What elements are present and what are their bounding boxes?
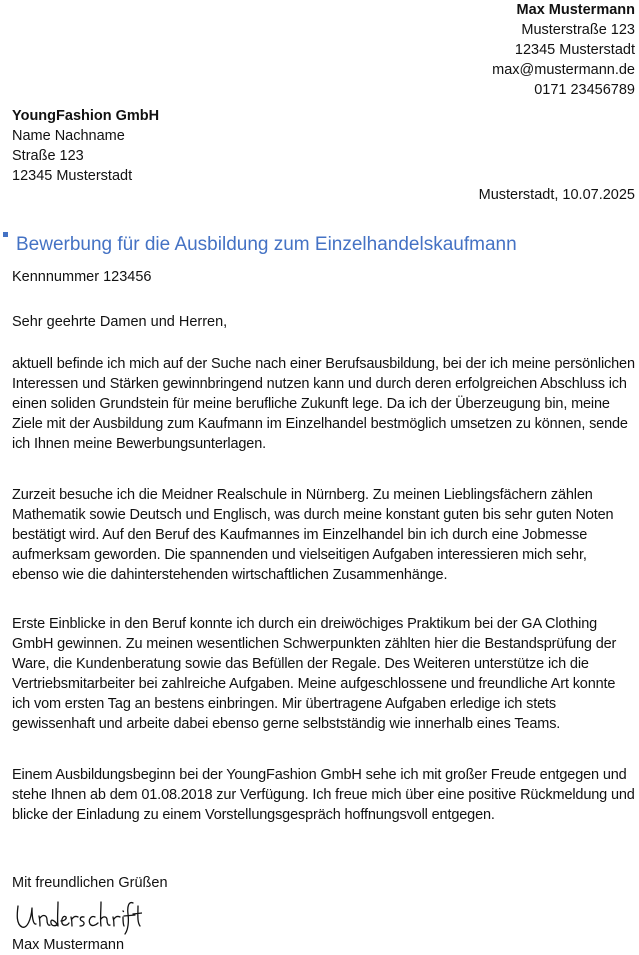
body-paragraph-4: Einem Ausbildungsbeginn bei der YoungFashion GmbH sehe ich mit großer Freude entgegen und stehe Ihnen ab dem 01.08.2018 zur Verfügung. Ich freue mich über eine positive Rückmeldung und blicke der Einladung zu einem Vorstellungsgespräch hoffnungsvoll entgegen. bbox=[12, 767, 635, 823]
sender-address-block bbox=[492, 0, 635, 100]
recipient-street: Straße 123 bbox=[12, 148, 84, 164]
body-paragraph-3: Erste Einblicke in den Beruf konnte ich durch ein dreiwöchiges Praktikum bei der GA Clothing GmbH gewinnen. Zu meinen wesentlichen Schwerpunkten zählten hier die Bestandsprüfung der Ware, die Kundenberatung sowie das Befüllen der Regale. Des Weiteren unterstütze ich die Vertriebsmitarbeiter bei zahlreiche Aufgaben. Meine aufgeschlossene und freundliche Art konnte ich vom ersten Tag an bestens einbringen. Mir übertragene Aufgaben erledige ich stets gewissenhaft und arbeite dabei ebenso gerne selbstständig wie innerhalb eines Teams. bbox=[12, 616, 617, 732]
salutation: Sehr geehrte Damen und Herren, bbox=[12, 314, 228, 330]
signer-name: Max Mustermann bbox=[12, 937, 125, 953]
body-paragraph-2: Zurzeit besuche ich die Meidner Realschule in Nürnberg. Zu meinen Lieblingsfächern zählen Mathematik sowie Deutsch und Englisch, was durch meine konstant guten bis sehr guten Noten bestätigt wird. Auf den Beruf des Kaufmannes im Einzelhandel bin ich durch eine Jobmesse aufmerksam geworden. Die spannenden und vielseitigen Aufgaben interessieren mich sehr, ebenso wie die dahinterstehenden wirtschaftlichen Zusammenhänge. bbox=[12, 487, 614, 583]
handwritten-signature bbox=[12, 896, 142, 936]
letter-date: Musterstadt, 10.07.2025 bbox=[478, 187, 635, 203]
sender-email: max@mustermann.de bbox=[492, 62, 635, 78]
letter-subject: Bewerbung für die Ausbildung zum Einzelhandelskaufmann bbox=[16, 234, 517, 255]
sender-street: Musterstraße 123 bbox=[521, 22, 635, 38]
recipient-contact: Name Nachname bbox=[12, 128, 125, 144]
recipient-address-block bbox=[12, 106, 159, 186]
body-paragraph-1: aktuell befinde ich mich auf der Suche nach einer Berufsausbildung, bei der ich meine persönlichen Interessen und Stärken gewinnbringend nutzen kann und durch deren erfolgreichen Abschluss ich einen soliden Grundstein für meine berufliche Zukunft lege. Da ich der Überzeugung bin, meine Ziele mit der Ausbildung zum Kaufmann im Einzelhandel bestmöglich umsetzen zu können, sende ich Ihnen meine Bewerbungsunterlagen. bbox=[12, 356, 635, 452]
sender-name: Max Mustermann bbox=[516, 2, 635, 18]
sender-phone: 0171 23456789 bbox=[534, 82, 635, 98]
subject-marker-icon bbox=[3, 232, 8, 237]
closing-phrase: Mit freundlichen Grüßen bbox=[12, 875, 168, 891]
recipient-company: YoungFashion GmbH bbox=[12, 108, 160, 124]
reference-number: Kennnummer 123456 bbox=[12, 269, 152, 285]
sender-city: 12345 Musterstadt bbox=[514, 42, 635, 58]
recipient-city: 12345 Musterstadt bbox=[12, 168, 133, 184]
